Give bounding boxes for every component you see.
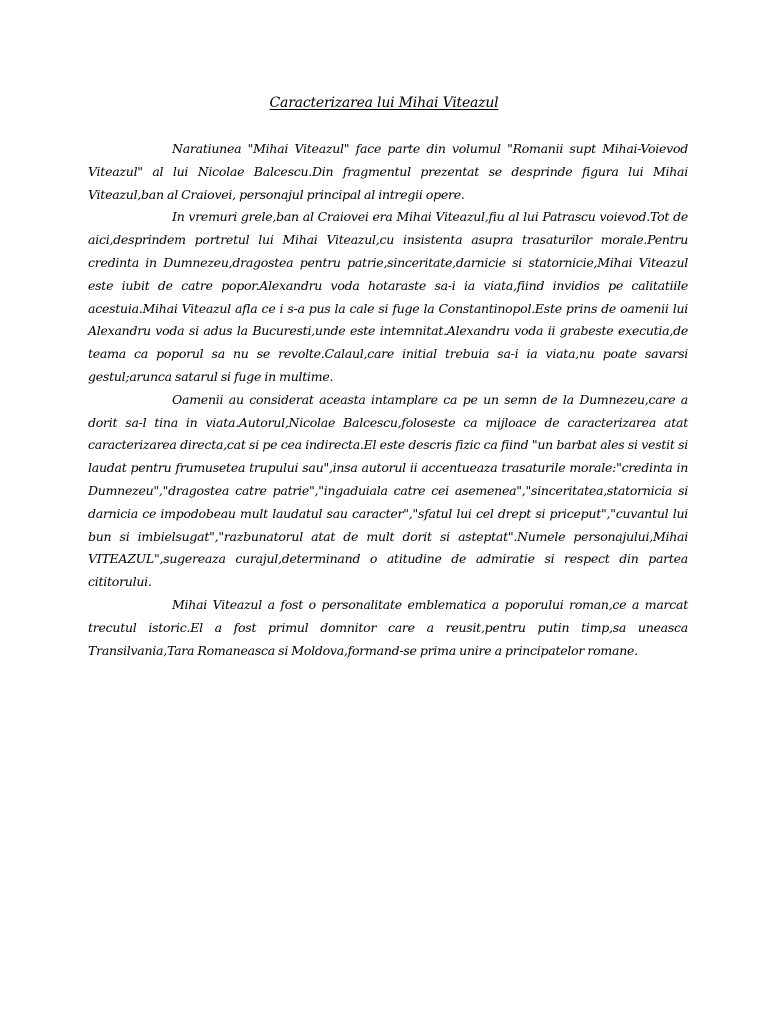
paragraph-3: Oamenii au considerat aceasta intamplare ca pe un semn de la Dumnezeu,care a dorit sa-l tina in viata.Autorul,Nicolae Balcescu,foloseste ca mijloace de caracterizarea atat caracterizarea directa,cat si pe cea indirecta.El este descris fizic ca fiind "un barbat ales si vestit si laudat pentru frumusetea trupului sau",insa autorul ii accentueaza trasaturile morale:"credinta in Dumnezeu","dragostea catre patrie","ingaduiala catre cei asemenea","sinceritatea,statornicia si darnicia ce impodobeau mult laudatul sau caracter","sfatul lui cel drept si priceput","cuvantul lui bun si imbielsugat","razbunatorul atat de mult dorit si asteptat".Numele personajului,Mihai VITEAZUL",sugereaza curajul,determinand o atitudine de admiratie si respect din partea cititorului. <box>88 391 688 590</box>
paragraph-4: Mihai Viteazul a fost o personalitate emblematica a poporului roman,ce a marcat trecutul istoric.El a fost primul domnitor care a reusit,pentru putin timp,sa uneasca Transilvania,Tara Romaneasca si Moldova,formand-se prima unire a principatelor romane. <box>88 596 688 658</box>
paragraph-2: In vremuri grele,ban al Craiovei era Mihai Viteazul,fiu al lui Patrascu voievod.Tot de aici,desprindem portretul lui Mihai Viteazul,cu insistenta asupra trasaturilor morale.Pentru credinta in Dumnezeu,dragostea pentru patrie,sinceritate,darnicie si statornicie,Mihai Viteazul este iubit de catre popor.Alexandru voda hotaraste sa-i ia viata,fiind invidios pe calitatiile acestuia.Mihai Viteazul afla ce i s-a pus la cale si fuge la Constantinopol.Este prins de oamenii lui Alexandru voda si adus la Bucuresti,unde este intemnitat.Alexandru voda ii grabeste executia,de teama ca poporul sa nu se revolte.Calaul,care initial trebuia sa-i ia viata,nu poate savarsi gestul;arunca satarul si fuge in multime. <box>88 209 688 384</box>
document-body <box>88 138 688 662</box>
document-title: Caracterizarea lui Mihai Viteazul <box>269 95 499 111</box>
paragraph-1: Naratiunea "Mihai Viteazul" face parte din volumul "Romanii supt Mihai-Voievod Viteazul" al lui Nicolae Balcescu.Din fragmentul prezentat se desprinde figura lui Mihai Viteazul,ban al Craiovei, personajul principal al intregii opere. <box>88 141 688 202</box>
